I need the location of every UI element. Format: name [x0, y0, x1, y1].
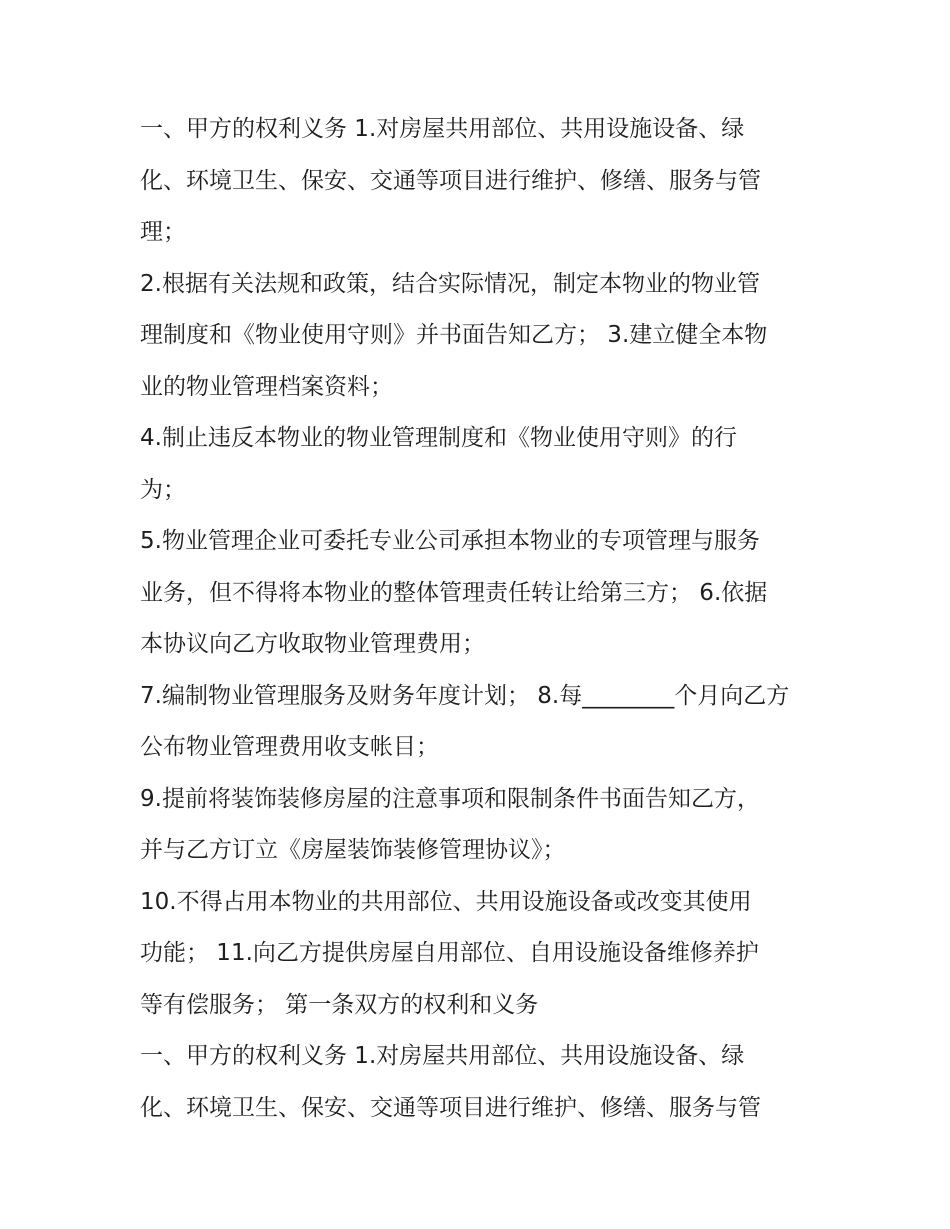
text-line: 功能； 11.向乙方提供房屋自用部位、自用设施设备维修养护: [140, 940, 759, 966]
text-line: 7.编制物业管理服务及财务年度计划； 8.每________个月向乙方: [140, 682, 790, 709]
text-line: 2.根据有关法规和政策，结合实际情况，制定本物业的物业管: [140, 270, 760, 297]
text-line: 4.制止违反本物业的物业管理制度和《物业使用守则》的行: [140, 425, 737, 451]
text-line: 化、环境卫生、保安、交通等项目进行维护、修缮、服务与管: [140, 1094, 761, 1121]
text-line: 并与乙方订立《房屋装饰装修管理协议》；: [140, 837, 566, 863]
text-line: 一、甲方的权利义务 1.对房屋共用部位、共用设施设备、绿: [140, 116, 745, 142]
text-line: 本协议向乙方收取物业管理费用；: [140, 631, 485, 657]
text-line: 理制度和《物业使用守则》并书面告知乙方； 3.建立健全本物: [140, 322, 768, 348]
text-line: 10.不得占用本物业的共用部位、共用设施设备或改变其使用: [140, 888, 752, 915]
text-line: 业的物业管理档案资料；: [140, 373, 393, 400]
text-line: 化、环境卫生、保安、交通等项目进行维护、修缮、服务与管: [140, 167, 761, 194]
text-line: 9.提前将装饰装修房屋的注意事项和限制条件书面告知乙方，: [140, 785, 760, 812]
text-line: 为；: [140, 476, 186, 503]
text-line: 5.物业管理企业可委托专业公司承担本物业的专项管理与服务: [140, 528, 760, 554]
text-line: 公布物业管理费用收支帐目；: [140, 734, 439, 760]
text-line: 等有偿服务； 第一条双方的权利和义务: [140, 991, 539, 1018]
document-body: [140, 104, 820, 1134]
text-line: 一、甲方的权利义务 1.对房屋共用部位、共用设施设备、绿: [140, 1043, 745, 1069]
text-line: 理；: [140, 219, 186, 245]
text-line: 业务，但不得将本物业的整体管理责任转让给第三方； 6.依据: [140, 579, 768, 606]
